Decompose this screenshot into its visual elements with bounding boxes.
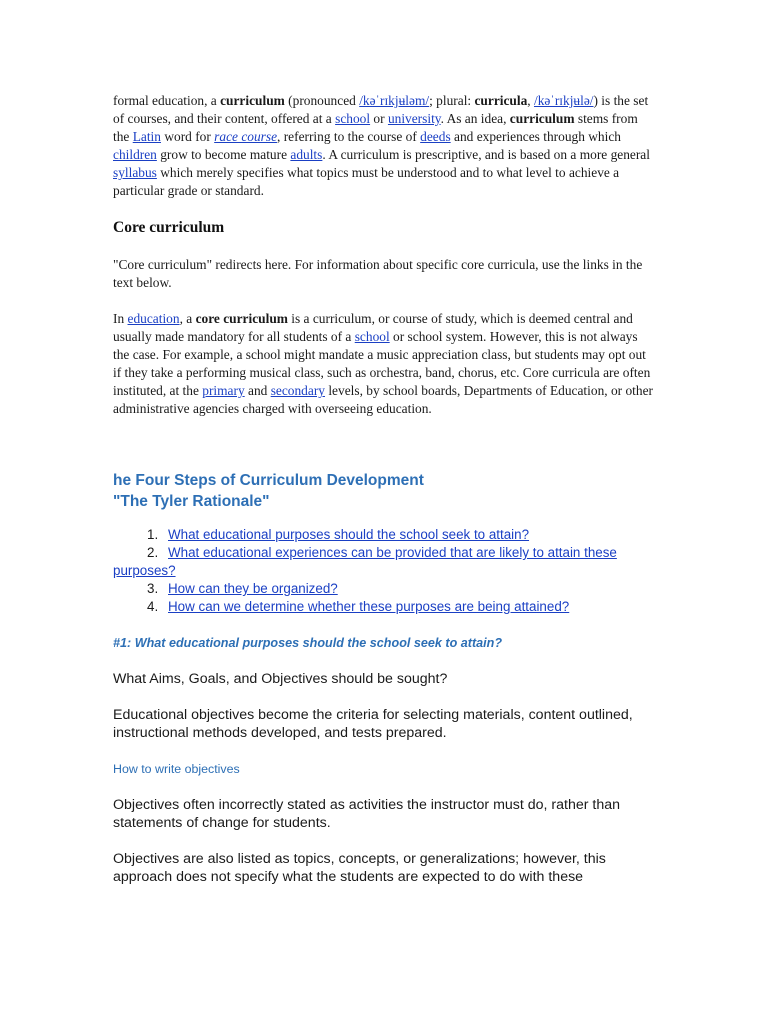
step-number: 1. (147, 527, 159, 542)
intro-text: . A curriculum is prescriptive, and is based on a more general (322, 147, 650, 162)
core-text: is a curriculum, or course of study, which is deemed central and usually made mandatory for all students of a (113, 311, 633, 344)
core-curriculum-paragraph (113, 310, 653, 418)
list-item (113, 580, 653, 598)
core-text: , a (179, 311, 196, 326)
adults-link[interactable]: adults (290, 147, 323, 162)
intro-text: , referring to the course of (277, 129, 421, 144)
core-text: and (244, 383, 271, 398)
primary-link[interactable]: primary (202, 383, 245, 398)
intro-text: grow to become mature (156, 147, 291, 162)
latin-link[interactable]: Latin (132, 129, 161, 144)
race-course-link[interactable]: race course (214, 129, 278, 144)
core-text: or school system. However, this is not always the case. For example, a school might mandate a music appreciation class, but students may opt out if they take a performing musical class, such as orchestra, band, chorus, etc. Core curricula are often instituted, at the (113, 329, 651, 398)
core-curriculum-heading: Core curriculum (113, 219, 225, 236)
intro-text: and experiences through which (450, 129, 621, 144)
step-link-3[interactable]: How can they be organized? (168, 581, 338, 596)
school-link[interactable]: school (354, 329, 390, 344)
step-link-2[interactable]: What educational experiences can be provided that are likely to attain these purposes? (113, 545, 617, 578)
intro-text: ; plural: (429, 93, 475, 108)
intro-text: (pronounced (284, 93, 360, 108)
list-item (113, 526, 653, 544)
step-number: 3. (147, 581, 159, 596)
aims-text: What Aims, Goals, and Objectives should be sought? (113, 671, 448, 687)
pronunciation-plural-link[interactable]: /kəˈrɪkjʉlə/ (534, 93, 594, 108)
tyler-heading-line2: "The Tyler Rationale" (113, 493, 270, 510)
redirect-note: "Core curriculum" redirects here. For information about specific core curricula, use the links in the text below. (113, 257, 643, 290)
pronunciation-link[interactable]: /kəˈrɪkjʉləm/ (359, 93, 430, 108)
document-page (113, 92, 653, 886)
children-link[interactable]: children (113, 147, 157, 162)
objectives-incorrect-text: Objectives often incorrectly stated as activities the instructor must do, rather than statements of change for students. (113, 797, 621, 831)
intro-text: which merely specifies what topics must be understood and to what level to achieve a particular grade or standard. (113, 165, 620, 198)
step-link-4[interactable]: How can we determine whether these purposes are being attained? (168, 599, 570, 614)
intro-text: , (527, 93, 534, 108)
intro-text: stems from the (113, 111, 638, 144)
term-curricula: curricula (474, 93, 528, 108)
objectives-criteria-text: Educational objectives become the criteria for selecting materials, content outlined, instructional methods developed, and tests prepared. (113, 707, 633, 741)
intro-text: or (370, 111, 388, 126)
deeds-link[interactable]: deeds (420, 129, 451, 144)
list-item (113, 598, 653, 616)
education-link[interactable]: education (127, 311, 180, 326)
intro-text: ) is the set of courses, and their content, offered at a (113, 93, 649, 126)
intro-text: word for (160, 129, 215, 144)
term-curriculum: curriculum (509, 111, 575, 126)
step-number: 4. (147, 599, 159, 614)
step-number: 2. (147, 545, 159, 560)
tyler-heading (113, 470, 653, 512)
school-link[interactable]: school (335, 111, 371, 126)
secondary-link[interactable]: secondary (270, 383, 325, 398)
core-text: In (113, 311, 128, 326)
list-item (113, 544, 653, 580)
objectives-topics-text: Objectives are also listed as topics, concepts, or generalizations; however, this approach does not specify what the students are expected to do with these (113, 851, 606, 885)
intro-paragraph (113, 92, 653, 200)
intro-text: formal education, a (113, 93, 221, 108)
tyler-steps-list (113, 526, 653, 616)
how-to-write-objectives-heading: How to write objectives (113, 762, 240, 776)
university-link[interactable]: university (387, 111, 441, 126)
term-curriculum: curriculum (220, 93, 285, 108)
question-1-heading: #1: What educational purposes should the school seek to attain? (113, 636, 503, 650)
tyler-heading-line1: he Four Steps of Curriculum Development (113, 472, 424, 489)
term-core-curriculum: core curriculum (195, 311, 288, 326)
step-link-1[interactable]: What educational purposes should the school seek to attain? (168, 527, 530, 542)
intro-text: . As an idea, (440, 111, 510, 126)
core-text: levels, by school boards, Departments of Education, or other administrative agencies charged with overseeing education. (113, 383, 653, 416)
syllabus-link[interactable]: syllabus (113, 165, 157, 180)
